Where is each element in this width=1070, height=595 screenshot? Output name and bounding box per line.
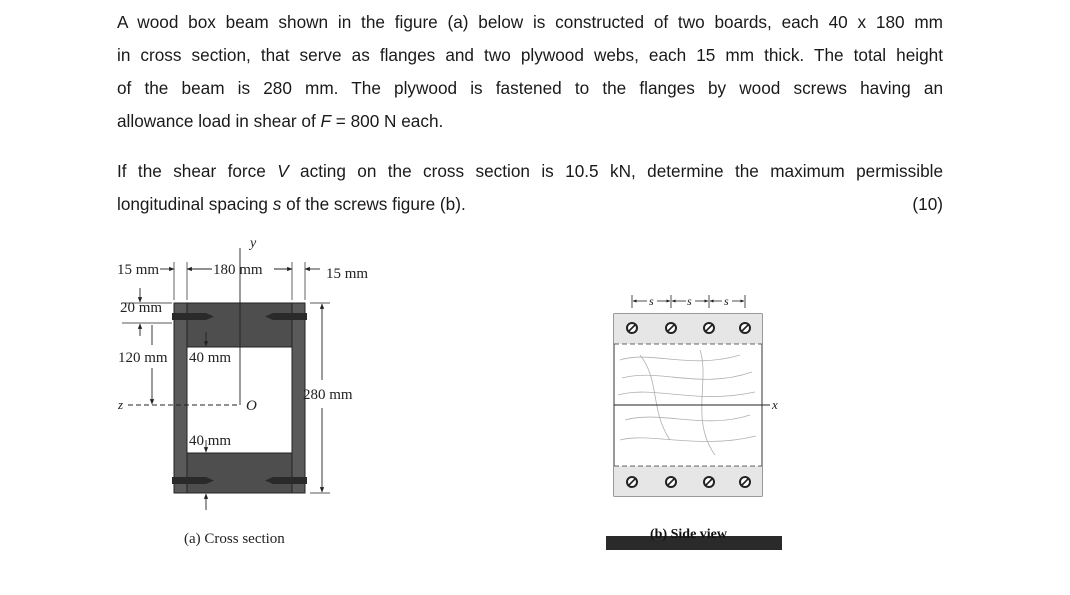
label-180mm: 180 mm	[213, 262, 263, 278]
label-origin: O	[246, 398, 257, 414]
label-z-axis: z	[118, 397, 124, 412]
label-280mm: 280 mm	[303, 387, 353, 403]
problem-line-2: in cross section, that serve as flanges and two plywood webs, each 15 mm thick. The total height	[117, 45, 943, 65]
label-x-axis: x	[772, 397, 778, 412]
label-15mm-right: 15 mm	[326, 266, 369, 282]
variable-f: F	[320, 111, 332, 131]
label-y-axis: y	[250, 236, 257, 251]
label-spacing-3: s	[724, 294, 729, 308]
problem-line-1: A wood box beam shown in the figure (a) below is constructed of two boards, each 40 x 180 mm	[117, 12, 943, 32]
problem-line-4-pre: allowance load in shear of	[117, 111, 321, 131]
label-spacing-1: s	[649, 294, 654, 308]
label-15mm-left: 15 mm	[117, 262, 160, 278]
variable-v: V	[277, 161, 289, 181]
marks-label: (10)	[912, 194, 943, 214]
variable-s: s	[272, 194, 282, 214]
caption-b: (b) Side view	[650, 527, 727, 542]
problem-line-6-pre: longitudinal spacing	[117, 194, 273, 214]
problem-line-5-post: acting on the cross section is 10.5 kN, determine the maximum permissible	[288, 161, 944, 181]
problem-line-4-post: = 800 N each.	[331, 111, 444, 131]
label-40mm-top: 40 mm	[189, 350, 232, 366]
caption-a: (a) Cross section	[184, 531, 285, 547]
label-spacing-2: s	[687, 294, 692, 308]
label-20mm: 20 mm	[120, 300, 163, 316]
problem-line-5-pre: If the shear force	[117, 161, 278, 181]
label-40mm-bottom: 40 mm	[189, 433, 232, 449]
label-120mm: 120 mm	[118, 350, 168, 366]
problem-line-3: of the beam is 280 mm. The plywood is fastened to the flanges by wood screws having an	[117, 78, 943, 98]
problem-line-6-post: of the screws figure (b).	[281, 194, 466, 214]
